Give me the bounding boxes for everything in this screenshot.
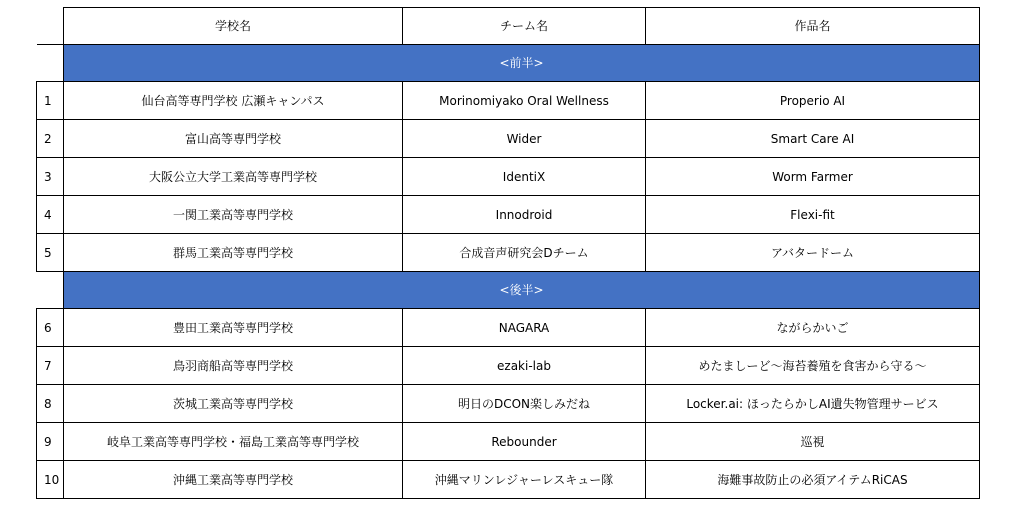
work-cell: 巡視 [646,423,980,461]
section-header-first-half [37,45,980,82]
work-cell: ながらかいご [646,309,980,347]
table-row [37,423,980,461]
row-number: 7 [37,347,64,385]
school-cell: 岐阜工業高等専門学校・福島工業高等専門学校 [64,423,403,461]
section-blank-cell [37,45,64,82]
school-cell: 茨城工業高等専門学校 [64,385,403,423]
blank-corner-cell [37,8,64,45]
school-cell: 富山高等専門学校 [64,120,403,158]
row-number: 3 [37,158,64,196]
team-cell: Morinomiyako Oral Wellness [403,82,646,120]
row-number: 5 [37,234,64,272]
section-header-second-half [37,272,980,309]
table-row [37,196,980,234]
column-header-school: 学校名 [64,8,403,45]
row-number: 6 [37,309,64,347]
school-cell: 群馬工業高等専門学校 [64,234,403,272]
school-cell: 一関工業高等専門学校 [64,196,403,234]
table-row [37,234,980,272]
table-row [37,82,980,120]
work-cell: Locker.ai: ほったらかしAI遺失物管理サービス [646,385,980,423]
row-number: 10 [37,461,64,499]
table-row [37,347,980,385]
school-cell: 豊田工業高等専門学校 [64,309,403,347]
row-number: 4 [37,196,64,234]
team-cell: 合成音声研究会Dチーム [403,234,646,272]
team-cell: Innodroid [403,196,646,234]
column-header-team: チーム名 [403,8,646,45]
row-number: 8 [37,385,64,423]
section-title: <後半> [64,272,980,309]
table-row [37,309,980,347]
team-cell: 明日のDCON楽しみだね [403,385,646,423]
work-cell: めたましーど〜海苔養殖を食害から守る〜 [646,347,980,385]
table-row [37,461,980,499]
section-blank-cell [37,272,64,309]
results-table [36,7,980,499]
team-cell: Wider [403,120,646,158]
school-cell: 大阪公立大学工業高等専門学校 [64,158,403,196]
row-number: 1 [37,82,64,120]
row-number: 9 [37,423,64,461]
team-cell: ezaki-lab [403,347,646,385]
work-cell: Properio AI [646,82,980,120]
column-header-work: 作品名 [646,8,980,45]
work-cell: Worm Farmer [646,158,980,196]
header-row [37,8,980,45]
team-cell: Rebounder [403,423,646,461]
table-row [37,385,980,423]
team-cell: NAGARA [403,309,646,347]
work-cell: 海難事故防止の必須アイテムRiCAS [646,461,980,499]
work-cell: Flexi-fit [646,196,980,234]
work-cell: Smart Care AI [646,120,980,158]
school-cell: 仙台高等専門学校 広瀬キャンパス [64,82,403,120]
section-title: <前半> [64,45,980,82]
table-row [37,158,980,196]
row-number: 2 [37,120,64,158]
table-row [37,120,980,158]
school-cell: 鳥羽商船高等専門学校 [64,347,403,385]
school-cell: 沖縄工業高等専門学校 [64,461,403,499]
work-cell: アバタードーム [646,234,980,272]
team-cell: 沖縄マリンレジャーレスキュー隊 [403,461,646,499]
team-cell: IdentiX [403,158,646,196]
